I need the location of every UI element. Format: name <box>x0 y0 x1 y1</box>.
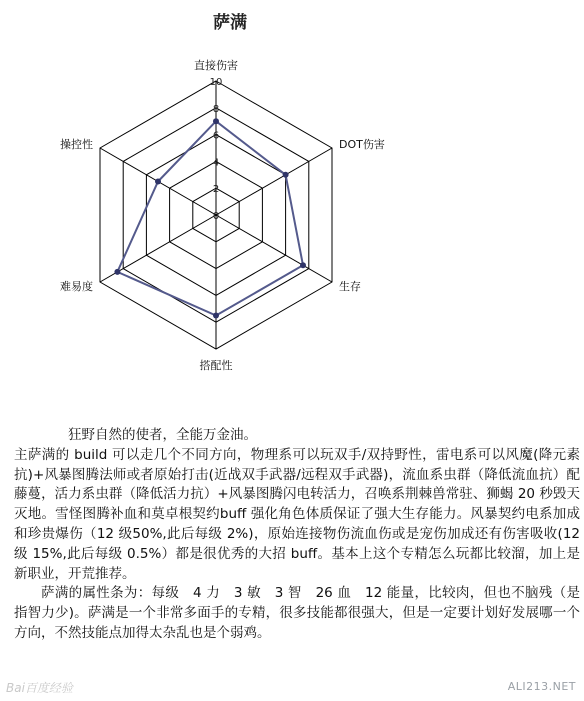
article-text <box>14 426 580 644</box>
radar-axis-labels <box>60 58 385 372</box>
tick-label: 2 <box>212 184 220 196</box>
tick-label: 8 <box>212 103 220 115</box>
axis-label: DOT伤害 <box>339 138 385 151</box>
tick-label: 4 <box>212 157 220 169</box>
data-point <box>114 269 120 275</box>
chart-title: 萨满 <box>213 13 247 33</box>
tick-label: 0 <box>212 211 220 222</box>
axis-spoke <box>216 148 332 215</box>
data-point <box>213 118 219 124</box>
axis-label: 搭配性 <box>199 359 233 372</box>
intro-paragraph: 狂野自然的使者，全能万金油。 <box>68 427 257 443</box>
data-point <box>213 313 219 319</box>
tick-label: 10 <box>209 77 223 88</box>
axis-label: 生存 <box>339 280 361 293</box>
baidu-watermark: Bai百度经验 <box>6 681 73 695</box>
axis-label: 操控性 <box>60 138 93 151</box>
build-paragraph: 主萨满的 build 可以走几个不同方向，物理系可以玩双手/双持野性，雷电系可以风魔(降元素抗)+风暴图腾法师或者原始打击(近战双手武器/远程双手武器)，流血系虫群（降低流血抗）配藤蔓，活力系虫群（降低活力抗）+风暴图腾闪电转活力，召唤系荆棘兽常驻、狮蝎 20 秒毁天灭地。雪怪图腾补血和莫卓根契约buff 强化角色体质保证了强大生存能力。风暴契约电系加成和珍贵爆伤（12 级50%,此后每级 2%)，原始连接物伤流血伤或是宠伤加成还有伤害吸收(12 级 15%,此后每级 0.5%）都是很优秀的大招 buff。基本上这个专精怎么玩都比较溜，加上是新职业，开荒推荐。 <box>14 446 580 582</box>
data-point <box>283 172 289 178</box>
data-point <box>155 179 161 185</box>
axis-spoke <box>216 215 332 282</box>
axis-label: 直接伤害 <box>194 59 238 72</box>
attributes-paragraph: 萨满的属性条为：每级 4 力 3 敏 3 智 26 血 12 能量，比较肉，但也不脑残（是指智力少)。萨满是一个非常多面手的专精，很多技能都很强大，但是一定要计划好发展哪一个方向，不然技能点加得太杂乱也是个弱鸡。 <box>14 585 580 641</box>
axis-label: 难易度 <box>60 280 93 293</box>
data-point <box>300 262 306 268</box>
site-watermark: ALI213.NET <box>507 680 576 693</box>
tick-label: 6 <box>212 130 220 142</box>
